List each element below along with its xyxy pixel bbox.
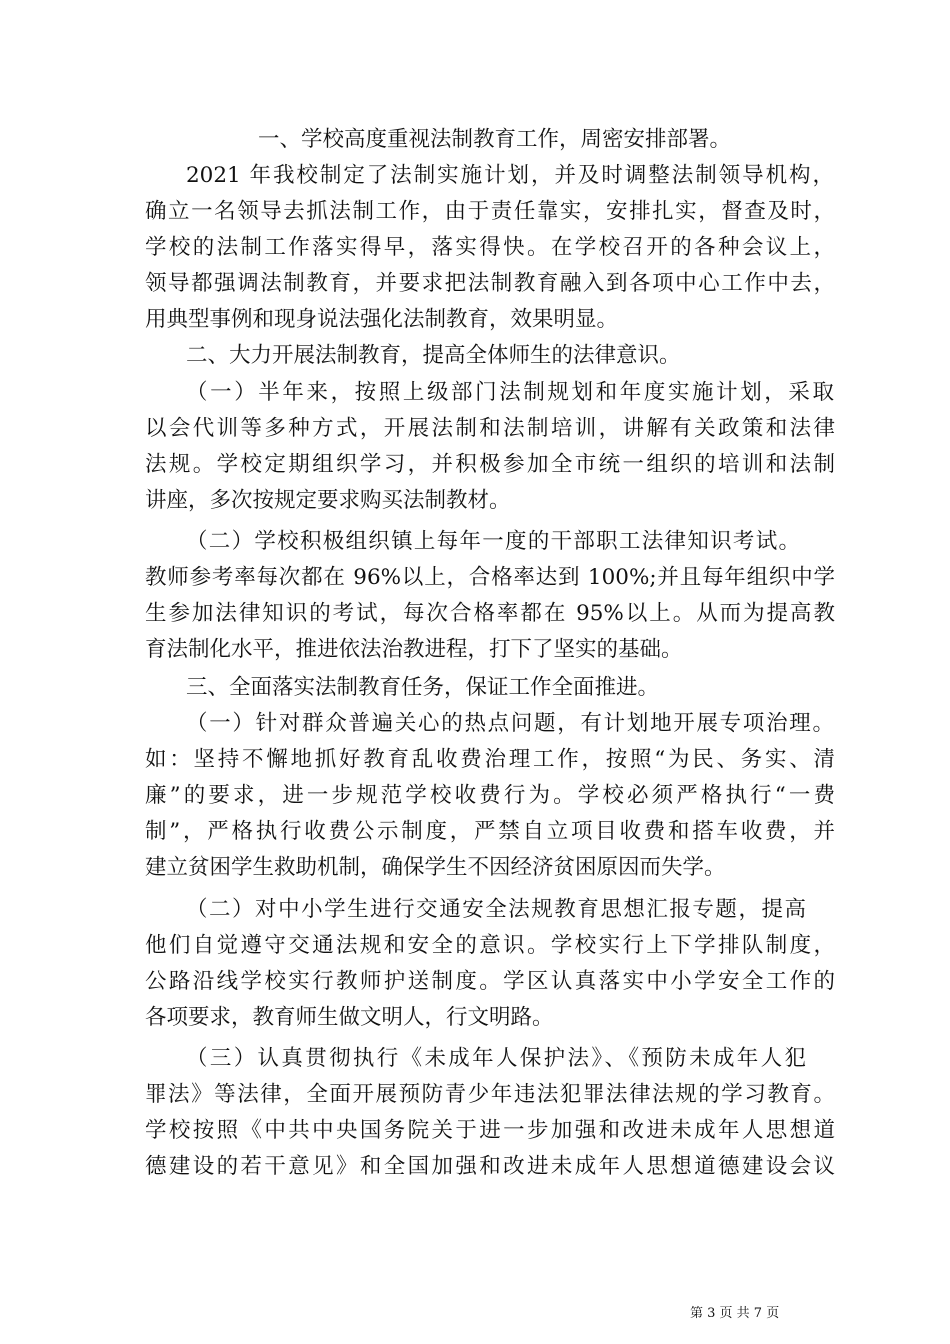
- paragraph-line: 以会代训等多种方式，开展法制和法制培训，讲解有关政策和法律: [145, 416, 835, 441]
- paragraph-line: 他们自觉遵守交通法规和安全的意识。学校实行上下学排队制度，: [145, 933, 835, 958]
- paragraph-line: 2021 年我校制定了法制实施计划，并及时调整法制领导机构，: [186, 163, 834, 188]
- section-heading-3: 三、全面落实法制教育任务，保证工作全面推进。: [186, 675, 660, 700]
- paragraph-line: 讲座，多次按规定要求购买法制教材。: [145, 488, 511, 513]
- paragraph-line: 法规。学校定期组织学习，并积极参加全市统一组织的培训和法制: [145, 452, 835, 477]
- paragraph-line: 如：坚持不懈地抓好教育乱收费治理工作，按照“为民、务实、清: [145, 747, 835, 772]
- paragraph-line: 制”，严格执行收费公示制度，严禁自立项目收费和搭车收费，并: [145, 819, 835, 844]
- paragraph-line: 学校的法制工作落实得早，落实得快。在学校召开的各种会议上，: [145, 235, 835, 260]
- paragraph-line: （一）半年来，按照上级部门法制规划和年度实施计划，采取: [186, 380, 834, 405]
- paragraph-line: 育法制化水平，推进依法治教进程，打下了坚实的基础。: [145, 637, 683, 662]
- paragraph-line: 廉”的要求，进一步规范学校收费行为。学校必须严格执行“一费: [145, 783, 835, 808]
- paragraph-line: 确立一名领导去抓法制工作，由于责任靠实，安排扎实，督查及时，: [145, 199, 835, 224]
- paragraph-line: 学校按照《中共中央国务院关于进一步加强和改进未成年人思想道: [145, 1118, 835, 1143]
- paragraph-line: 德建设的若干意见》和全国加强和改进未成年人思想道德建设会议: [145, 1154, 835, 1179]
- paragraph-line: 用典型事例和现身说法强化法制教育，效果明显。: [145, 307, 619, 332]
- paragraph-line: （三）认真贯彻执行《未成年人保护法》、《预防未成年人犯: [186, 1046, 806, 1071]
- paragraph-line: （二）对中小学生进行交通安全法规教育思想汇报专题，提高: [186, 897, 806, 922]
- paragraph-line: 各项要求，教育师生做文明人，行文明路。: [145, 1005, 554, 1030]
- paragraph-line: 生参加法律知识的考试，每次合格率都在 95%以上。从而为提高教: [145, 601, 835, 626]
- section-heading-2: 二、大力开展法制教育，提高全体师生的法律意识。: [186, 343, 681, 368]
- section-heading-1: 一、学校高度重视法制教育工作，周密安排部署。: [258, 127, 732, 152]
- paragraph-line: （一）针对群众普遍关心的热点问题，有计划地开展专项治理。: [186, 711, 834, 736]
- paragraph-line: （二）学校积极组织镇上每年一度的干部职工法律知识考试。: [186, 529, 800, 554]
- page-number: 第 3 页 共 7 页: [690, 1306, 780, 1321]
- paragraph-line: 教师参考率每次都在 96%以上，合格率达到 100%;并且每年组织中学: [145, 565, 835, 590]
- paragraph-line: 罪法》等法律，全面开展预防青少年违法犯罪法律法规的学习教育。: [145, 1082, 835, 1107]
- paragraph-line: 建立贫困学生救助机制，确保学生不因经济贫困原因而失学。: [145, 855, 726, 880]
- paragraph-line: 领导都强调法制教育，并要求把法制教育融入到各项中心工作中去，: [145, 271, 835, 296]
- paragraph-line: 公路沿线学校实行教师护送制度。学区认真落实中小学安全工作的: [145, 969, 835, 994]
